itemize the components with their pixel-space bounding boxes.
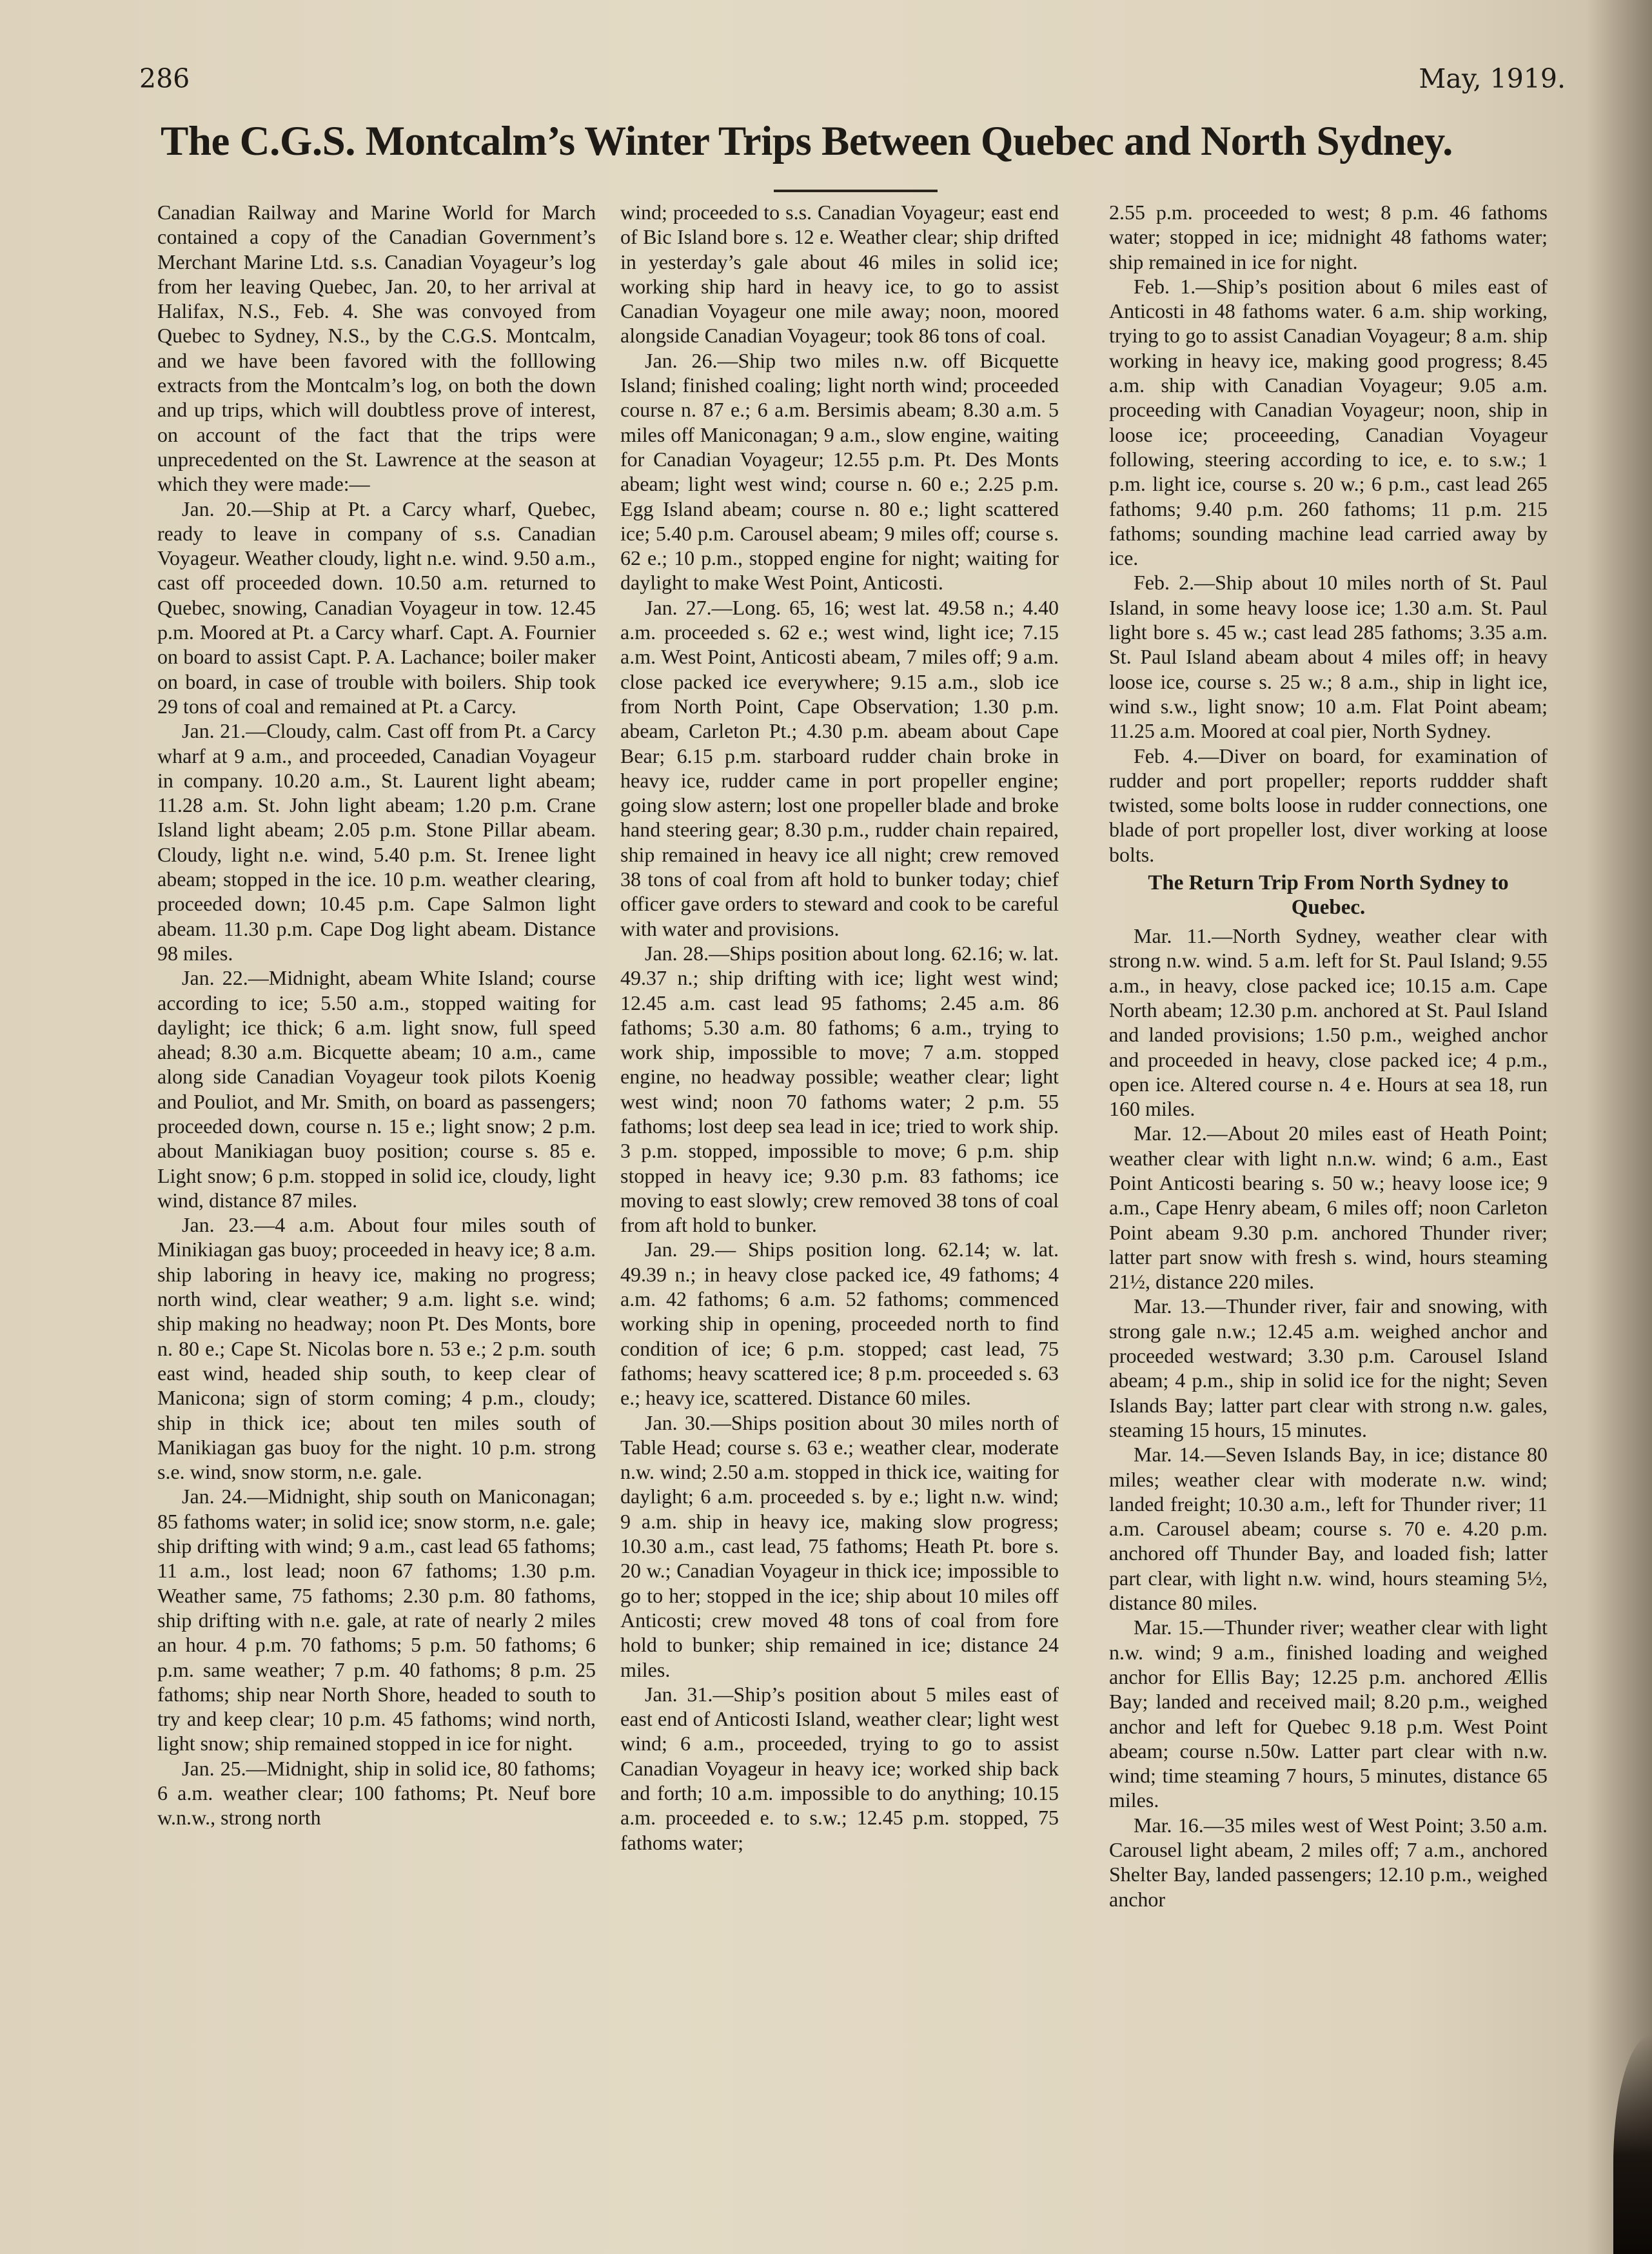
paragraph: Jan. 26.—Ship two miles n.w. off Bicquette Island; finished coaling; light north wind; proceeded course n. 87 e.; 6 a.m. Bersimis abeam; 8.30 a.m. 5 miles off Maniconagan; 9 a.m., slow engine, waiting for Canadian Voyageur; 12.55 p.m. Pt. Des Monts abeam; light west wind; course n. 60 e.; 2.25 p.m. Egg Island abeam; course n. 80 e.; light scattered ice; 5.40 p.m. Carousel abeam; 9 miles off; course s. 62 e.; 10 p.m., stopped engine for night; waiting for daylight to make West Point, Anticosti. bbox=[620, 348, 1059, 595]
column-3 bbox=[1109, 200, 1548, 2219]
paragraph: 2.55 p.m. proceeded to west; 8 p.m. 46 fathoms water; stopped in ice; midnight 48 fathoms water; ship remained in ice for night. bbox=[1109, 201, 1548, 273]
paragraph: Jan. 23.—4 a.m. About four miles south of Minikiagan gas buoy; proceeded in heavy ice; 8 a.m. ship laboring in heavy ice, making no progress; north wind, clear weather; 9 a.m. light s.e. wind; ship making no headway; noon Pt. Des Monts, bore n. 80 e.; Cape St. Nicolas bore n. 53 e.; 2 p.m. south east wind, headed ship south, to keep clear of Manicona; sign of storm coming; 4 p.m., cloudy; ship in thick ice; about ten miles south of Manikiagan gas buoy for the night. 10 p.m. strong s.e. wind, snow storm, n.e. gale. bbox=[157, 1213, 596, 1484]
paragraph: Jan. 22.—Midnight, abeam White Island; course according to ice; 5.50 a.m., stopped waiting for daylight; ice thick; 6 a.m. light snow, full speed ahead; 8.30 a.m. Bicquette abeam; 10 a.m., came along side Canadian Voyageur took pilots Koenig and Pouliot, and Mr. Smith, on board as passengers; proceeded down, course n. 15 e.; light snow; 2 p.m. about Manikiagan buoy position; course s. 85 e. Light snow; 6 p.m. stopped in solid ice, cloudy, light wind, distance 87 miles. bbox=[157, 966, 596, 1212]
paragraph: Mar. 15.—Thunder river; weather clear with light n.w. wind; 9 a.m., finished loading and weighed anchor for Ellis Bay; 12.25 p.m. anchored Ællis Bay; landed and received mail; 8.20 p.m., weighed anchor and left for Quebec 9.18 p.m. West Point abeam; course n.50w. Latter part clear with n.w. wind; time steaming 7 hours, 5 minutes, distance 65 miles. bbox=[1109, 1616, 1548, 1812]
paragraph: Mar. 11.—North Sydney, weather clear with strong n.w. wind. 5 a.m. left for St. Paul Island; 9.55 a.m., in heavy, close packed ice; 10.15 a.m. Cape North abeam; 12.30 p.m. anchored at St. Paul Island and landed provisions; 1.50 p.m., weighed anchor and proceeded in heavy, close packed ice; 4 p.m., open ice. Altered course n. 4 e. Hours at sea 18, run 160 miles. bbox=[1109, 924, 1548, 1121]
paragraph: Jan. 24.—Midnight, ship south on Maniconagan; 85 fathoms water; in solid ice; snow storm, n.e. gale; ship drifting with wind; 9 a.m., cast lead 65 fathoms; 11 a.m., lost lead; noon 67 fathoms; 1.30 p.m. Weather same, 75 fathoms; 2.30 p.m. 80 fathoms, ship drifting with n.e. gale, at rate of nearly 2 miles an hour. 4 p.m. 70 fathoms; 5 p.m. 50 fathoms; 6 p.m. same weather; 7 p.m. 40 fathoms; 8 p.m. 25 fathoms; ship near North Shore, headed to south to try and keep clear; 10 p.m. 45 fathoms; wind north, light snow; ship remained stopped in ice for night. bbox=[157, 1485, 596, 1755]
section-subheading: The Return Trip From North Sydney to Quebec. bbox=[1148, 871, 1509, 920]
paragraph: Feb. 2.—Ship about 10 miles north of St. Paul Island, in some heavy loose ice; 1.30 a.m. St. Paul light bore s. 45 w.; cast lead 285 fathoms; 3.35 a.m. St. Paul Island abeam about 4 miles off; in heavy loose ice, course s. 25 w.; 8 a.m., ship in light ice, wind s.w., light snow; 10 a.m. Flat Point abeam; 11.25 a.m. Moored at coal pier, North Sydney. bbox=[1109, 571, 1548, 743]
paragraph: Jan. 21.—Cloudy, calm. Cast off from Pt. a Carcy wharf at 9 a.m., and proceeded, Canadian Voyageur in company. 10.20 a.m., St. Laurent light abeam; 11.28 a.m. St. John light abeam; 1.20 p.m. Crane Island light abeam; 2.05 p.m. Stone Pillar abeam. Cloudy, light n.e. wind, 5.40 p.m. St. Irenee light abeam; stopped in the ice. 10 p.m. weather clearing, proceeded down; 10.45 p.m. Cape Salmon light abeam. 11.30 p.m. Cape Dog light abeam. Distance 98 miles. bbox=[157, 719, 596, 965]
paragraph: Jan. 30.—Ships position about 30 miles north of Table Head; course s. 63 e.; weather clear, moderate n.w. wind; 2.50 a.m. stopped in thick ice, waiting for daylight; 6 a.m. proceeded s. by e.; light n.w. wind; 9 a.m. ship in heavy ice, making slow progress; 10.30 a.m., cast lead, 75 fathoms; Heath Pt. bore s. 20 w.; Canadian Voyageur in thick ice; impossible to go to her; stopped in the ice; ship about 10 miles off Anticosti; crew moved 48 tons of coal from fore hold to bunker; ship remained in ice; distance 24 miles. bbox=[620, 1410, 1059, 1681]
article-title: The C.G.S. Montcalm’s Winter Trips Between Quebec and North Sydney. bbox=[161, 118, 1453, 164]
paragraph: Jan. 29.— Ships position long. 62.14; w. lat. 49.39 n.; in heavy close packed ice, 49 fathoms; 4 a.m. 42 fathoms; 6 a.m. 52 fathoms; commenced working ship in opening, proceeded north to find condition of ice; 6 p.m. stopped; cast lead, 75 fathoms; heavy scattered ice; 8 p.m. proceeded s. 63 e.; heavy ice, scattered. Distance 60 miles. bbox=[620, 1238, 1059, 1410]
paragraph: Jan. 20.—Ship at Pt. a Carcy wharf, Quebec, ready to leave in company of s.s. Canadian Voyageur. Weather cloudy, light n.e. wind. 9.50 a.m., cast off proceeded down. 10.50 a.m. returned to Quebec, snowing, Canadian Voyageur in tow. 12.45 p.m. Moored at Pt. a Carcy wharf. Capt. A. Fournier on board to assist Capt. P. A. Lachance; boiler maker on board, in case of trouble with boilers. Ship took 29 tons of coal and remained at Pt. a Carcy. bbox=[157, 497, 596, 718]
issue-date: May, 1919. bbox=[1419, 63, 1566, 94]
column-1 bbox=[157, 200, 596, 2219]
paragraph: wind; proceeded to s.s. Canadian Voyageur; east end of Bic Island bore s. 12 e. Weather clear; ship drifted in yesterday’s gale about 46 miles in solid ice; working ship hard in heavy ice, to go to assist Canadian Voyageur one mile away; noon, moored alongside Canadian Voyageur; took 86 tons of coal. bbox=[620, 201, 1059, 348]
paragraph: Jan. 28.—Ships position about long. 62.16; w. lat. 49.37 n.; ship drifting with ice; light west wind; 12.45 a.m. cast lead 95 fathoms; 2.45 a.m. 86 fathoms; 5.30 a.m. 80 fathoms; 6 a.m., trying to work ship, impossible to move; 7 a.m. stopped engine, no headway possible; weather clear; light west wind; noon 70 fathoms water; 2 p.m. 55 fathoms; lost deep sea lead in ice; tried to work ship. 3 p.m. stopped, impossible to move; 6 p.m. ship stopped in heavy ice; 9.30 p.m. 83 fathoms; ice moving to east slowly; crew removed 38 tons of coal from aft hold to bunker. bbox=[620, 941, 1059, 1237]
paragraph: Feb. 1.—Ship’s position about 6 miles east of Anticosti in 48 fathoms water. 6 a.m. ship working, trying to go to assist Canadian Voyageur; 8 a.m. ship working in heavy ice, making good progress; 8.45 a.m. ship with Canadian Voyageur; 9.05 a.m. proceeding with Canadian Voyageur; noon, ship in loose ice; proceeeding, Canadian Voyageur following, steering according to ice, e. to s.w.; 1 p.m. light ice, course s. 20 w.; 6 p.m., cast lead 265 fathoms; 9.40 p.m. 260 fathoms; 11 p.m. 215 fathoms; sounding machine lead carried away by ice. bbox=[1109, 274, 1548, 570]
paragraph: Jan. 27.—Long. 65, 16; west lat. 49.58 n.; 4.40 a.m. proceeded s. 62 e.; west wind, light ice; 7.15 a.m. West Point, Anticosti abeam, 7 miles off; 9 a.m. close packed ice everywhere; 9.15 a.m., slob ice from North Point, Cape Observation; 1.30 p.m. abeam, Carleton Pt.; 4.30 p.m. abeam about Cape Bear; 6.15 p.m. starboard rudder chain broke in heavy ice, rudder came in port propeller engine; going slow astern; lost one propeller blade and broke hand steering gear; 8.30 p.m., rudder chain repaired, ship remained in heavy ice all night; crew removed 38 tons of coal from aft hold to bunker today; chief officer gave orders to steward and cook to be careful with water and provisions. bbox=[620, 595, 1059, 940]
paragraph: Mar. 12.—About 20 miles east of Heath Point; weather clear with light n.n.w. wind; 6 a.m., East Point Anticosti bearing s. 50 w.; heavy loose ice; 9 a.m., Cape Henry abeam, 6 miles off; noon Carleton Point abeam 9.30 p.m. anchored Thunder river; latter part snow with fresh s. wind, hours steaming 21½, distance 220 miles. bbox=[1109, 1122, 1548, 1294]
paragraph: Mar. 14.—Seven Islands Bay, in ice; distance 80 miles; weather clear with moderate n.w. wind; landed freight; 10.30 a.m., left for Thunder river; 11 a.m. Carousel abeam; course s. 70 e. 4.20 p.m. anchored off Thunder Bay, and loaded fish; latter part clear, with light n.w. wind, hours steaming 5½, distance 80 miles. bbox=[1109, 1443, 1548, 1615]
title-rule bbox=[774, 190, 938, 192]
paragraph: Mar. 16.—35 miles west of West Point; 3.50 a.m. Carousel light abeam, 2 miles off; 7 a.m., anchored Shelter Bay, landed passengers; 12.10 p.m., weighed anchor bbox=[1109, 1813, 1548, 1911]
paragraph: Feb. 4.—Diver on board, for examination of rudder and port propeller; reports ruddder shaft twisted, some bolts loose in rudder connections, one blade of port propeller lost, diver working at loose bolts. bbox=[1109, 744, 1548, 866]
page-edge-shadow bbox=[1613, 2035, 1652, 2254]
column-2 bbox=[620, 200, 1059, 2219]
paragraph: Jan. 25.—Midnight, ship in solid ice, 80 fathoms; 6 a.m. weather clear; 100 fathoms; Pt. Neuf bore w.n.w., strong north bbox=[157, 1756, 596, 1830]
paragraph: Jan. 31.—Ship’s position about 5 miles east of east end of Anticosti Island, weather clear; light west wind; 6 a.m., proceeded, trying to go to assist Canadian Voyageur in heavy ice; worked ship back and forth; 10 a.m. impossible to do anything; 10.15 a.m. proceeded e. to s.w.; 12.45 p.m. stopped, 75 fathoms water; bbox=[620, 1682, 1059, 1854]
page-number: 286 bbox=[139, 63, 190, 94]
paragraph: Canadian Railway and Marine World for March contained a copy of the Canadian Government’s Merchant Marine Ltd. s.s. Canadian Voyageur’s log from her leaving Quebec, Jan. 20, to her arrival at Halifax, N.S., Feb. 4. She was convoyed from Quebec to Sydney, N.S., by the C.G.S. Montcalm, and we have been favored with the folllowing extracts from the Montcalm’s log, on both the down and up trips, which will doubtless prove of interest, on account of the fact that the trips were unprecedented on the St. Lawrence at the season at which they were made:— bbox=[157, 201, 596, 496]
paragraph: Mar. 13.—Thunder river, fair and snowing, with strong gale n.w.; 12.45 a.m. weighed anchor and proceeded westward; 3.30 p.m. Carousel Island abeam; 4 p.m., ship in solid ice for the night; Seven Islands Bay; latter part clear with strong n.w. gales, steaming 15 hours, 15 minutes. bbox=[1109, 1294, 1548, 1441]
